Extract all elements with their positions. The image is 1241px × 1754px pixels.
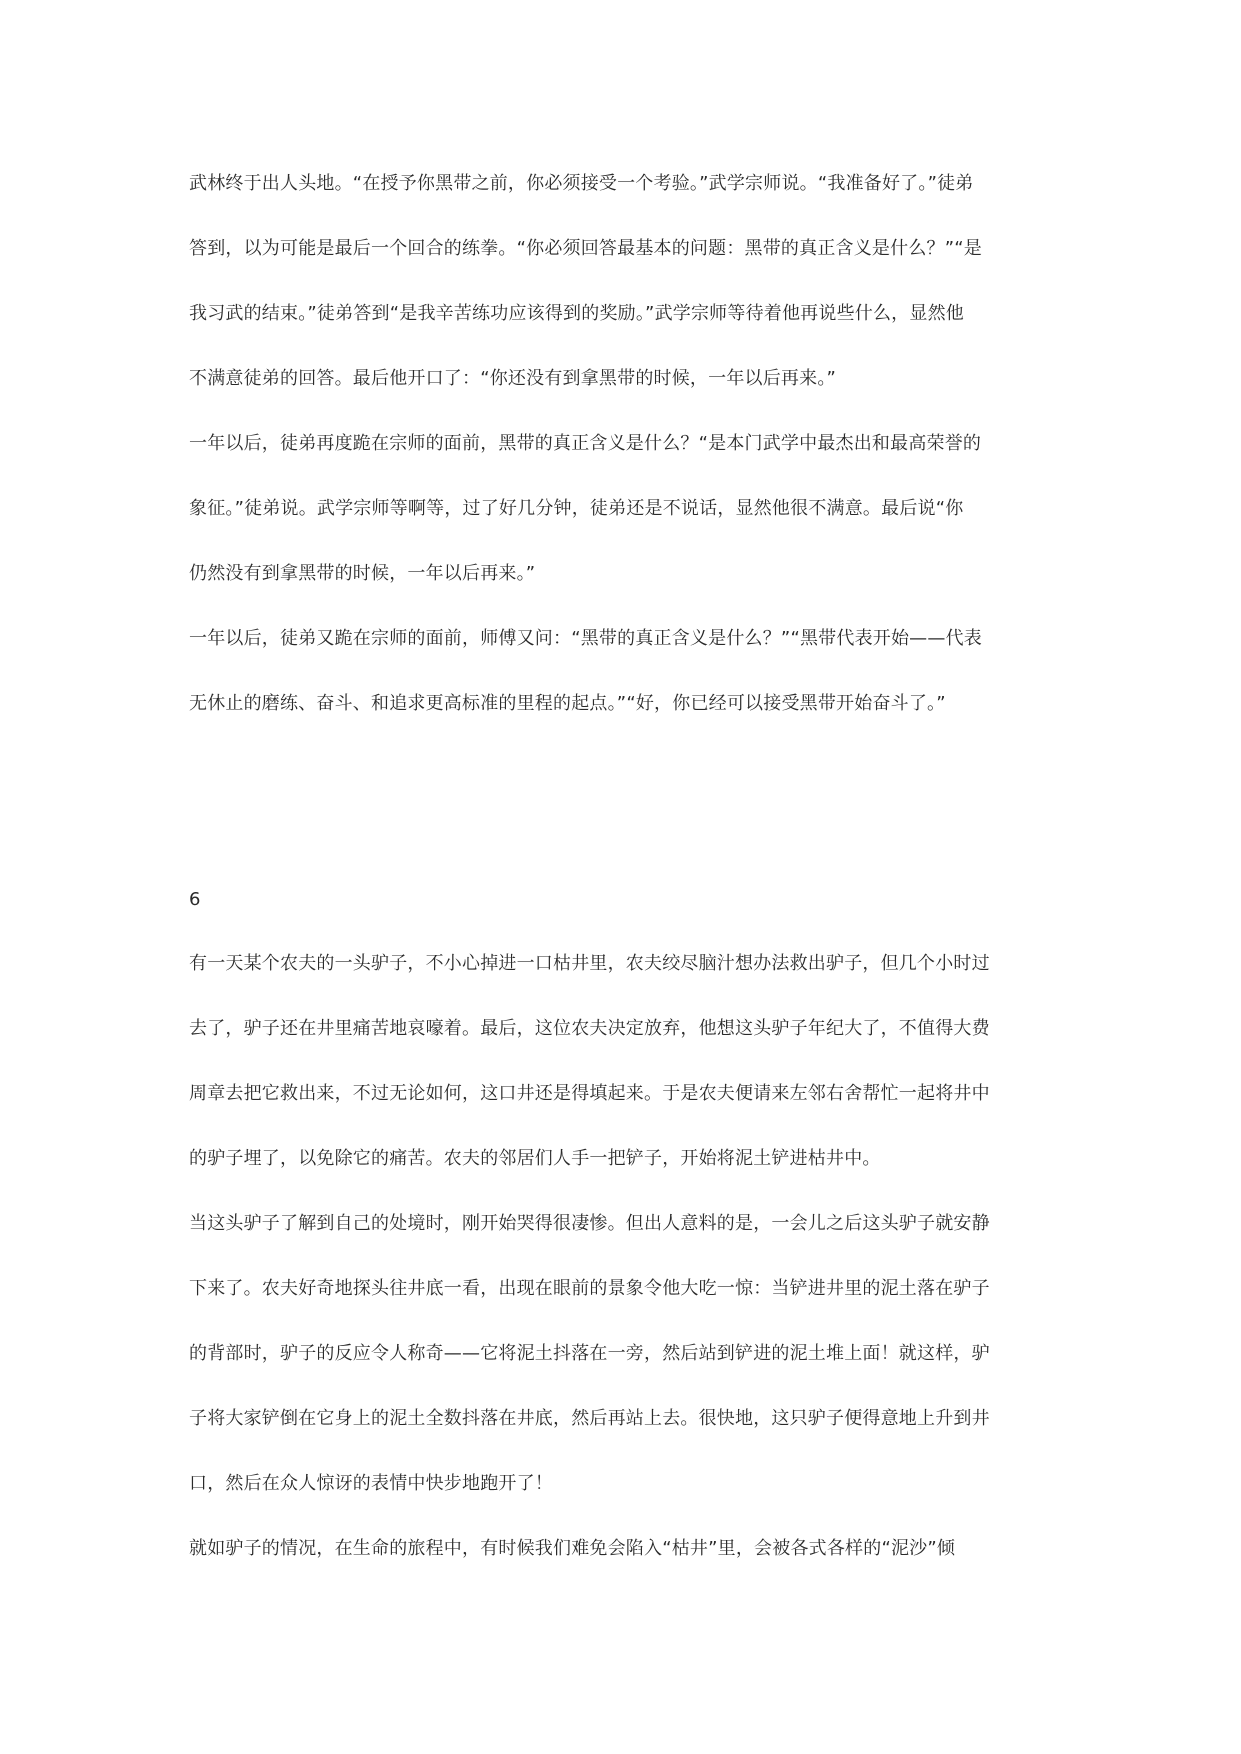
text-line: 有一天某个农夫的一头驴子，不小心掉进一口枯井里，农夫绞尽脑汁想办法救出驴子，但几个小时过 [189, 953, 990, 974]
text-line: 口，然后在众人惊讶的表情中快步地跑开了！ [189, 1473, 553, 1494]
text-line: 一年以后，徒弟又跪在宗师的面前，师傅又问：“黑带的真正含义是什么？”“黑带代表开始——代表 [189, 628, 982, 649]
text-line: 仍然没有到拿黑带的时候，一年以后再来。” [189, 563, 536, 584]
text-line: 就如驴子的情况，在生命的旅程中，有时候我们难免会陷入“枯井”里，会被各式各样的“泥沙”倾 [189, 1538, 956, 1559]
text-line: 周章去把它救出来，不过无论如何，这口井还是得填起来。于是农夫便请来左邻右舍帮忙一起将井中 [189, 1083, 990, 1104]
text-line: 一年以后，徒弟再度跪在宗师的面前，黑带的真正含义是什么？“是本门武学中最杰出和最高荣誉的 [189, 433, 982, 454]
text-line: 武林终于出人头地。“在授予你黑带之前，你必须接受一个考验。”武学宗师说。“我准备好了。”徒弟 [189, 173, 974, 194]
text-line: 答到，以为可能是最后一个回合的练拳。“你必须回答最基本的问题：黑带的真正含义是什么？”“是 [189, 238, 982, 259]
text-line: 当这头驴子了解到自己的处境时，刚开始哭得很凄惨。但出人意料的是，一会儿之后这头驴子就安静 [189, 1213, 990, 1234]
text-line: 下来了。农夫好奇地探头往井底一看，出现在眼前的景象令他大吃一惊：当铲进井里的泥土落在驴子 [189, 1278, 990, 1299]
text-line: 象征。”徒弟说。武学宗师等啊等，过了好几分钟，徒弟还是不说话，显然他很不满意。最后说“你 [189, 498, 964, 519]
text-line: 的驴子埋了，以免除它的痛苦。农夫的邻居们人手一把铲子，开始将泥土铲进枯井中。 [189, 1148, 881, 1169]
text-line: 子将大家铲倒在它身上的泥土全数抖落在井底，然后再站上去。很快地，这只驴子便得意地上升到井 [189, 1408, 990, 1429]
text-line: 的背部时，驴子的反应令人称奇——它将泥土抖落在一旁，然后站到铲进的泥土堆上面！就这样，驴 [189, 1343, 990, 1364]
text-line: 我习武的结束。”徒弟答到“是我辛苦练功应该得到的奖励。”武学宗师等待着他再说些什么，显然他 [189, 303, 964, 324]
text-line: 去了，驴子还在井里痛苦地哀嚎着。最后，这位农夫决定放弃，他想这头驴子年纪大了，不值得大费 [189, 1018, 990, 1039]
text-line: 不满意徒弟的回答。最后他开口了：“你还没有到拿黑带的时候，一年以后再来。” [189, 368, 837, 389]
section-number: 6 [189, 889, 201, 910]
text-line: 无休止的磨练、奋斗、和追求更高标准的里程的起点。”“好，你已经可以接受黑带开始奋斗了。” [189, 693, 946, 714]
